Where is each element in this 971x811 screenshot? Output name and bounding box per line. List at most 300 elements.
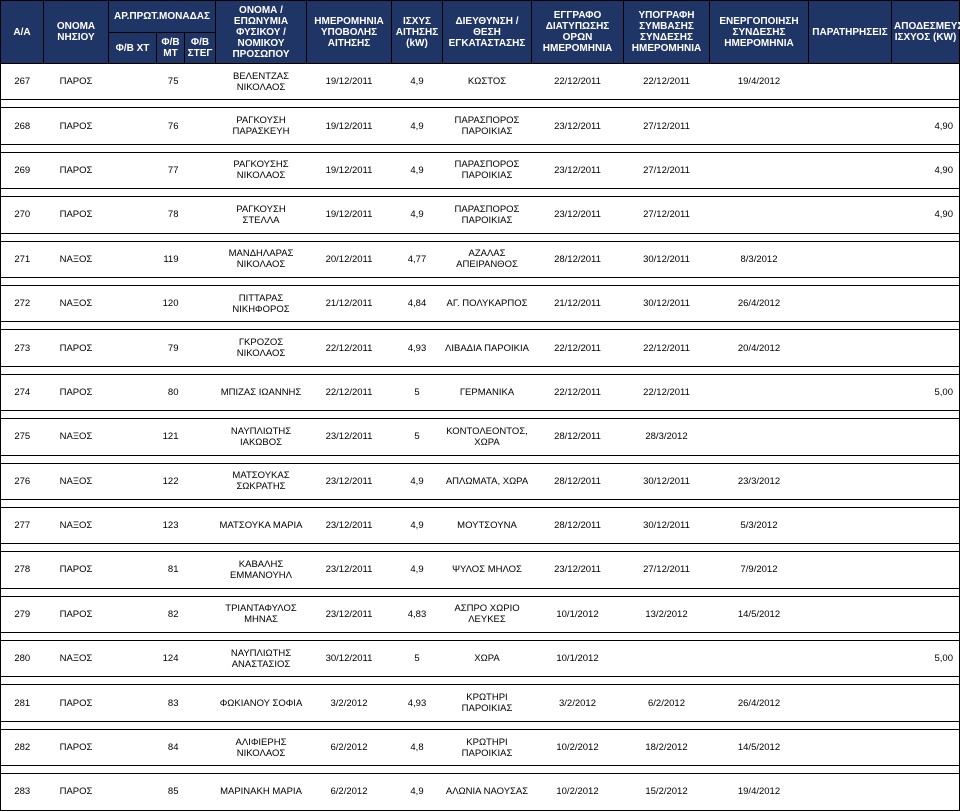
cell-owner: ΓΚΡΟΖΟΣ ΝΙΚΟΛΑΟΣ xyxy=(216,330,307,366)
cell-address: ΑΣΠΡΟ ΧΩΡΙΟ ΛΕΥΚΕΣ xyxy=(443,596,532,632)
table-row xyxy=(1,330,960,366)
cell-fb-mt: 120 xyxy=(157,285,185,321)
row-separator-cell xyxy=(1,233,960,241)
cell-sign-date: 22/12/2011 xyxy=(624,330,710,366)
cell-released-power: 4,90 xyxy=(892,152,960,188)
cell-fb-xt xyxy=(109,152,157,188)
cell-power: 5 xyxy=(392,419,443,455)
cell-fb-mt: 79 xyxy=(157,330,185,366)
cell-owner: ΡΑΓΚΟΥΣΗΣ ΝΙΚΟΛΑΟΣ xyxy=(216,152,307,188)
cell-address: ΚΡΩΤΗΡΙ ΠΑΡΟΙΚΙΑΣ xyxy=(443,685,532,721)
cell-activation-date xyxy=(710,374,809,410)
row-separator-cell xyxy=(1,633,960,641)
cell-island: ΝΑΞΟΣ xyxy=(44,507,109,543)
row-separator xyxy=(1,588,960,596)
cell-notes xyxy=(809,241,892,277)
cell-sign-date: 27/12/2011 xyxy=(624,108,710,144)
cell-fb-steg xyxy=(185,641,216,677)
row-separator-cell xyxy=(1,588,960,596)
table-row xyxy=(1,641,960,677)
table-row xyxy=(1,507,960,543)
cell-owner: ΡΑΓΚΟΥΣΗ ΣΤΕΛΛΑ xyxy=(216,197,307,233)
row-separator-cell xyxy=(1,455,960,463)
col-island: ΟΝΟΜΑ ΝΗΣΙΟΥ xyxy=(44,1,109,64)
row-separator xyxy=(1,233,960,241)
col-activation-date: ΕΝΕΡΓΟΠΟΙΗΣΗ ΣΥΝΔΕΣΗΣ ΗΜΕΡΟΜΗΝΙΑ xyxy=(710,1,809,64)
cell-terms-date: 23/12/2011 xyxy=(532,152,624,188)
cell-terms-date: 10/1/2012 xyxy=(532,641,624,677)
cell-owner: ΜΑΡΙΝΑΚΗ ΜΑΡΙΑ xyxy=(216,774,307,810)
cell-released-power xyxy=(892,507,960,543)
cell-owner: ΚΑΒΑΛΗΣ ΕΜΜΑΝΟΥΗΛ xyxy=(216,552,307,588)
cell-terms-date: 28/12/2011 xyxy=(532,463,624,499)
cell-address: ΚΩΣΤΟΣ xyxy=(443,64,532,100)
cell-fb-mt: 76 xyxy=(157,108,185,144)
cell-fb-steg xyxy=(185,108,216,144)
cell-released-power xyxy=(892,419,960,455)
cell-fb-steg xyxy=(185,64,216,100)
cell-aa: 274 xyxy=(1,374,44,410)
cell-fb-mt: 83 xyxy=(157,685,185,721)
cell-sign-date: 27/12/2011 xyxy=(624,197,710,233)
cell-activation-date: 26/4/2012 xyxy=(710,685,809,721)
cell-notes xyxy=(809,64,892,100)
row-separator xyxy=(1,366,960,374)
cell-aa: 282 xyxy=(1,729,44,765)
cell-island: ΝΑΞΟΣ xyxy=(44,419,109,455)
cell-submit-date: 21/12/2011 xyxy=(307,285,392,321)
col-power: ΙΣΧΥΣ ΑΙΤΗΣΗΣ (kW) xyxy=(392,1,443,64)
cell-terms-date: 10/1/2012 xyxy=(532,596,624,632)
cell-submit-date: 6/2/2012 xyxy=(307,774,392,810)
table-row xyxy=(1,108,960,144)
col-sign-date: ΥΠΟΓΡΑΦΗ ΣΥΜΒΑΣΗΣ ΣΥΝΔΕΣΗΣ ΗΜΕΡΟΜΗΝΙΑ xyxy=(624,1,710,64)
row-separator-cell xyxy=(1,766,960,774)
cell-island: ΠΑΡΟΣ xyxy=(44,774,109,810)
cell-notes xyxy=(809,330,892,366)
cell-fb-mt: 85 xyxy=(157,774,185,810)
cell-released-power xyxy=(892,729,960,765)
cell-fb-mt: 124 xyxy=(157,641,185,677)
cell-sign-date: 28/3/2012 xyxy=(624,419,710,455)
cell-activation-date: 5/3/2012 xyxy=(710,507,809,543)
cell-power: 4,9 xyxy=(392,552,443,588)
cell-sign-date: 27/12/2011 xyxy=(624,552,710,588)
col-terms-date: ΕΓΓΡΑΦΟ ΔΙΑΤΥΠΩΣΗΣ ΟΡΩΝ ΗΜΕΡΟΜΗΝΙΑ xyxy=(532,1,624,64)
cell-fb-xt xyxy=(109,108,157,144)
cell-fb-steg xyxy=(185,596,216,632)
cell-address: ΑΛΩΝΙΑ ΝΑΟΥΣΑΣ xyxy=(443,774,532,810)
table-row xyxy=(1,152,960,188)
cell-submit-date: 23/12/2011 xyxy=(307,507,392,543)
row-separator xyxy=(1,277,960,285)
col-fb-steg: Φ/Β ΣΤΕΓ xyxy=(185,33,216,64)
cell-island: ΝΑΞΟΣ xyxy=(44,641,109,677)
cell-notes xyxy=(809,507,892,543)
cell-sign-date: 15/2/2012 xyxy=(624,774,710,810)
row-separator-cell xyxy=(1,366,960,374)
cell-aa: 279 xyxy=(1,596,44,632)
cell-address: ΚΡΩΤΗΡΙ ΠΑΡΟΙΚΙΑΣ xyxy=(443,729,532,765)
cell-activation-date: 19/4/2012 xyxy=(710,64,809,100)
table-row xyxy=(1,285,960,321)
cell-submit-date: 23/12/2011 xyxy=(307,552,392,588)
cell-owner: ΡΑΓΚΟΥΣΗ ΠΑΡΑΣΚΕΥΗ xyxy=(216,108,307,144)
cell-fb-steg xyxy=(185,507,216,543)
cell-address: ΠΑΡΑΣΠΟΡΟΣ ΠΑΡΟΙΚΙΑΣ xyxy=(443,197,532,233)
cell-released-power: 5,00 xyxy=(892,374,960,410)
cell-released-power xyxy=(892,774,960,810)
cell-power: 4,77 xyxy=(392,241,443,277)
cell-address: ΧΩΡΑ xyxy=(443,641,532,677)
cell-released-power xyxy=(892,330,960,366)
cell-power: 4,9 xyxy=(392,64,443,100)
row-separator xyxy=(1,189,960,197)
cell-fb-xt xyxy=(109,285,157,321)
cell-fb-xt xyxy=(109,64,157,100)
cell-island: ΠΑΡΟΣ xyxy=(44,552,109,588)
cell-power: 5 xyxy=(392,641,443,677)
cell-island: ΠΑΡΟΣ xyxy=(44,197,109,233)
cell-activation-date: 14/5/2012 xyxy=(710,596,809,632)
row-separator xyxy=(1,633,960,641)
cell-address: ΠΑΡΑΣΠΟΡΟΣ ΠΑΡΟΙΚΙΑΣ xyxy=(443,152,532,188)
cell-sign-date: 22/12/2011 xyxy=(624,374,710,410)
cell-submit-date: 19/12/2011 xyxy=(307,64,392,100)
cell-submit-date: 19/12/2011 xyxy=(307,108,392,144)
cell-address: ΚΟΝΤΟΛΕΟΝΤΟΣ, ΧΩΡΑ xyxy=(443,419,532,455)
col-released-power: ΑΠΟΔΕΣΜΕΥΣΗ ΙΣΧΥΟΣ (KW) xyxy=(892,1,960,64)
cell-fb-steg xyxy=(185,197,216,233)
cell-aa: 269 xyxy=(1,152,44,188)
table-row xyxy=(1,419,960,455)
table-row xyxy=(1,241,960,277)
cell-owner: ΤΡΙΑΝΤΑΦΥΛΟΣ ΜΗΝΑΣ xyxy=(216,596,307,632)
cell-submit-date: 23/12/2011 xyxy=(307,596,392,632)
table-row xyxy=(1,729,960,765)
cell-address: ΑΓ. ΠΟΛΥΚΑΡΠΟΣ xyxy=(443,285,532,321)
cell-sign-date: 22/12/2011 xyxy=(624,64,710,100)
cell-terms-date: 23/12/2011 xyxy=(532,197,624,233)
cell-island: ΠΑΡΟΣ xyxy=(44,64,109,100)
table-body xyxy=(1,64,960,811)
cell-fb-xt xyxy=(109,374,157,410)
cell-fb-xt xyxy=(109,596,157,632)
cell-released-power xyxy=(892,241,960,277)
cell-power: 4,9 xyxy=(392,507,443,543)
cell-activation-date xyxy=(710,152,809,188)
cell-fb-xt xyxy=(109,507,157,543)
cell-terms-date: 22/12/2011 xyxy=(532,64,624,100)
cell-released-power: 4,90 xyxy=(892,108,960,144)
cell-owner: ΝΑΥΠΛΙΩΤΗΣ ΑΝΑΣΤΑΣΙΟΣ xyxy=(216,641,307,677)
cell-fb-steg xyxy=(185,330,216,366)
cell-submit-date: 23/12/2011 xyxy=(307,419,392,455)
cell-activation-date xyxy=(710,197,809,233)
cell-fb-xt xyxy=(109,685,157,721)
cell-address: ΜΟΥΤΣΟΥΝΑ xyxy=(443,507,532,543)
cell-aa: 270 xyxy=(1,197,44,233)
row-separator-cell xyxy=(1,277,960,285)
cell-activation-date: 8/3/2012 xyxy=(710,241,809,277)
cell-fb-xt xyxy=(109,774,157,810)
cell-activation-date xyxy=(710,108,809,144)
cell-activation-date xyxy=(710,419,809,455)
row-separator xyxy=(1,455,960,463)
cell-fb-steg xyxy=(185,729,216,765)
cell-island: ΝΑΞΟΣ xyxy=(44,241,109,277)
cell-notes xyxy=(809,774,892,810)
cell-fb-mt: 123 xyxy=(157,507,185,543)
cell-sign-date: 30/12/2011 xyxy=(624,507,710,543)
cell-fb-mt: 82 xyxy=(157,596,185,632)
cell-power: 4,84 xyxy=(392,285,443,321)
row-separator-cell xyxy=(1,721,960,729)
cell-address: ΑΖΑΛΑΣ ΑΠΕΙΡΑΝΘΟΣ xyxy=(443,241,532,277)
cell-notes xyxy=(809,596,892,632)
cell-terms-date: 23/12/2011 xyxy=(532,108,624,144)
col-submit-date: ΗΜΕΡΟΜΗΝΙΑ ΥΠΟΒΟΛΗΣ ΑΙΤΗΣΗΣ xyxy=(307,1,392,64)
row-separator-cell xyxy=(1,100,960,108)
col-fb-xt: Φ/Β ΧΤ xyxy=(109,33,157,64)
cell-island: ΠΑΡΟΣ xyxy=(44,729,109,765)
row-separator xyxy=(1,721,960,729)
cell-submit-date: 3/2/2012 xyxy=(307,685,392,721)
cell-aa: 280 xyxy=(1,641,44,677)
cell-terms-date: 3/2/2012 xyxy=(532,685,624,721)
cell-released-power xyxy=(892,463,960,499)
cell-activation-date: 20/4/2012 xyxy=(710,330,809,366)
cell-power: 4,93 xyxy=(392,330,443,366)
cell-fb-mt: 122 xyxy=(157,463,185,499)
cell-notes xyxy=(809,197,892,233)
table-header xyxy=(1,1,971,64)
cell-aa: 278 xyxy=(1,552,44,588)
row-separator-cell xyxy=(1,677,960,685)
cell-submit-date: 22/12/2011 xyxy=(307,330,392,366)
row-separator xyxy=(1,499,960,507)
col-owner: ΟΝΟΜΑ / ΕΠΩΝΥΜΙΑ ΦΥΣΙΚΟΥ / ΝΟΜΙΚΟΥ ΠΡΟΣΩΠΟΥ xyxy=(216,1,307,64)
cell-fb-xt xyxy=(109,552,157,588)
cell-submit-date: 20/12/2011 xyxy=(307,241,392,277)
cell-activation-date: 19/4/2012 xyxy=(710,774,809,810)
table-row xyxy=(1,596,960,632)
cell-submit-date: 30/12/2011 xyxy=(307,641,392,677)
cell-notes xyxy=(809,108,892,144)
cell-address: ΓΕΡΜΑΝΙΚΑ xyxy=(443,374,532,410)
cell-submit-date: 22/12/2011 xyxy=(307,374,392,410)
cell-fb-steg xyxy=(185,685,216,721)
table-row xyxy=(1,552,960,588)
cell-island: ΠΑΡΟΣ xyxy=(44,108,109,144)
cell-owner: ΠΙΤΤΑΡΑΣ ΝΙΚΗΦΟΡΟΣ xyxy=(216,285,307,321)
cell-address: ΨΥΛΟΣ ΜΗΛΟΣ xyxy=(443,552,532,588)
cell-fb-mt: 78 xyxy=(157,197,185,233)
cell-fb-steg xyxy=(185,774,216,810)
cell-notes xyxy=(809,552,892,588)
cell-fb-steg xyxy=(185,463,216,499)
cell-released-power: 5,00 xyxy=(892,641,960,677)
cell-terms-date: 10/2/2012 xyxy=(532,774,624,810)
cell-terms-date: 28/12/2011 xyxy=(532,241,624,277)
cell-released-power xyxy=(892,596,960,632)
col-aa: Α/Α xyxy=(1,1,44,64)
cell-aa: 281 xyxy=(1,685,44,721)
row-separator xyxy=(1,322,960,330)
cell-fb-xt xyxy=(109,197,157,233)
cell-power: 5 xyxy=(392,374,443,410)
cell-power: 4,93 xyxy=(392,685,443,721)
cell-island: ΝΑΞΟΣ xyxy=(44,463,109,499)
row-separator-cell xyxy=(1,499,960,507)
cell-fb-xt xyxy=(109,729,157,765)
col-fb-mt: Φ/Β ΜΤ xyxy=(157,33,185,64)
cell-released-power xyxy=(892,685,960,721)
cell-fb-mt: 119 xyxy=(157,241,185,277)
cell-owner: ΑΛΙΦΙΕΡΗΣ ΝΙΚΟΛΑΟΣ xyxy=(216,729,307,765)
cell-fb-mt: 81 xyxy=(157,552,185,588)
cell-aa: 277 xyxy=(1,507,44,543)
row-separator xyxy=(1,544,960,552)
cell-fb-xt xyxy=(109,463,157,499)
cell-terms-date: 23/12/2011 xyxy=(532,552,624,588)
cell-activation-date: 7/9/2012 xyxy=(710,552,809,588)
cell-sign-date: 30/12/2011 xyxy=(624,285,710,321)
cell-sign-date: 18/2/2012 xyxy=(624,729,710,765)
cell-address: ΑΠΛΩΜΑΤΑ, ΧΩΡΑ xyxy=(443,463,532,499)
cell-notes xyxy=(809,374,892,410)
row-separator xyxy=(1,677,960,685)
cell-power: 4,8 xyxy=(392,729,443,765)
cell-island: ΠΑΡΟΣ xyxy=(44,685,109,721)
cell-fb-xt xyxy=(109,641,157,677)
row-separator-cell xyxy=(1,411,960,419)
row-separator-cell xyxy=(1,144,960,152)
col-notes: ΠΑΡΑΤΗΡΗΣΕΙΣ xyxy=(809,1,892,64)
col-address: ΔΙΕΥΘΥΝΣΗ / ΘΕΣΗ ΕΓΚΑΤΑΣΤΑΣΗΣ xyxy=(443,1,532,64)
cell-notes xyxy=(809,729,892,765)
cell-terms-date: 22/12/2011 xyxy=(532,374,624,410)
cell-aa: 272 xyxy=(1,285,44,321)
table-row xyxy=(1,774,960,810)
cell-terms-date: 22/12/2011 xyxy=(532,330,624,366)
cell-activation-date xyxy=(710,641,809,677)
row-separator xyxy=(1,411,960,419)
cell-island: ΠΑΡΟΣ xyxy=(44,152,109,188)
cell-released-power xyxy=(892,285,960,321)
cell-sign-date: 30/12/2011 xyxy=(624,241,710,277)
cell-terms-date: 28/12/2011 xyxy=(532,507,624,543)
cell-fb-xt xyxy=(109,330,157,366)
cell-owner: ΝΑΥΠΛΙΩΤΗΣ ΙΑΚΩΒΟΣ xyxy=(216,419,307,455)
cell-address: ΠΑΡΑΣΠΟΡΟΣ ΠΑΡΟΙΚΙΑΣ xyxy=(443,108,532,144)
cell-power: 4,9 xyxy=(392,463,443,499)
cell-owner: ΦΩΚΙΑΝΟΥ ΣΟΦΙΑ xyxy=(216,685,307,721)
cell-submit-date: 19/12/2011 xyxy=(307,152,392,188)
cell-submit-date: 6/2/2012 xyxy=(307,729,392,765)
cell-power: 4,9 xyxy=(392,108,443,144)
row-separator-cell xyxy=(1,544,960,552)
row-separator xyxy=(1,144,960,152)
row-separator-cell xyxy=(1,189,960,197)
cell-sign-date: 30/12/2011 xyxy=(624,463,710,499)
cell-released-power: 4,90 xyxy=(892,197,960,233)
table-row xyxy=(1,197,960,233)
cell-fb-mt: 75 xyxy=(157,64,185,100)
cell-fb-steg xyxy=(185,374,216,410)
cell-aa: 275 xyxy=(1,419,44,455)
cell-submit-date: 19/12/2011 xyxy=(307,197,392,233)
cell-address: ΛΙΒΑΔΙΑ ΠΑΡΟΙΚΙΑ xyxy=(443,330,532,366)
cell-activation-date: 26/4/2012 xyxy=(710,285,809,321)
cell-fb-mt: 84 xyxy=(157,729,185,765)
cell-notes xyxy=(809,152,892,188)
cell-terms-date: 21/12/2011 xyxy=(532,285,624,321)
row-separator xyxy=(1,766,960,774)
cell-owner: ΒΕΛΕΝΤΖΑΣ ΝΙΚΟΛΑΟΣ xyxy=(216,64,307,100)
cell-released-power xyxy=(892,64,960,100)
cell-terms-date: 28/12/2011 xyxy=(532,419,624,455)
cell-activation-date: 14/5/2012 xyxy=(710,729,809,765)
cell-notes xyxy=(809,641,892,677)
cell-fb-steg xyxy=(185,241,216,277)
col-protocol-group: ΑΡ.ΠΡΩΤ.ΜΟΝΑΔΑΣ xyxy=(109,1,216,33)
table-row xyxy=(1,374,960,410)
cell-owner: ΜΠΙΖΑΣ ΙΩΑΝΝΗΣ xyxy=(216,374,307,410)
cell-aa: 268 xyxy=(1,108,44,144)
row-separator xyxy=(1,100,960,108)
cell-fb-mt: 80 xyxy=(157,374,185,410)
cell-sign-date xyxy=(624,641,710,677)
cell-aa: 273 xyxy=(1,330,44,366)
cell-fb-steg xyxy=(185,152,216,188)
cell-island: ΝΑΞΟΣ xyxy=(44,285,109,321)
cell-fb-mt: 77 xyxy=(157,152,185,188)
cell-aa: 267 xyxy=(1,64,44,100)
cell-fb-steg xyxy=(185,419,216,455)
cell-aa: 283 xyxy=(1,774,44,810)
table-row xyxy=(1,685,960,721)
cell-power: 4,9 xyxy=(392,197,443,233)
cell-notes xyxy=(809,685,892,721)
cell-aa: 271 xyxy=(1,241,44,277)
cell-owner: ΜΑΤΣΟΥΚΑΣ ΣΩΚΡΑΤΗΣ xyxy=(216,463,307,499)
cell-island: ΠΑΡΟΣ xyxy=(44,596,109,632)
cell-submit-date: 23/12/2011 xyxy=(307,463,392,499)
cell-power: 4,9 xyxy=(392,152,443,188)
row-separator-cell xyxy=(1,322,960,330)
cell-released-power xyxy=(892,552,960,588)
cell-owner: ΜΑΤΣΟΥΚΑ ΜΑΡΙΑ xyxy=(216,507,307,543)
cell-sign-date: 13/2/2012 xyxy=(624,596,710,632)
cell-island: ΠΑΡΟΣ xyxy=(44,330,109,366)
table-row xyxy=(1,64,960,100)
cell-power: 4,83 xyxy=(392,596,443,632)
cell-notes xyxy=(809,419,892,455)
cell-notes xyxy=(809,463,892,499)
cell-fb-steg xyxy=(185,285,216,321)
cell-aa: 276 xyxy=(1,463,44,499)
cell-island: ΠΑΡΟΣ xyxy=(44,374,109,410)
cell-terms-date: 10/2/2012 xyxy=(532,729,624,765)
cell-fb-xt xyxy=(109,241,157,277)
cell-notes xyxy=(809,285,892,321)
cell-sign-date: 6/2/2012 xyxy=(624,685,710,721)
cell-power: 4,9 xyxy=(392,774,443,810)
cell-fb-xt xyxy=(109,419,157,455)
cell-activation-date: 23/3/2012 xyxy=(710,463,809,499)
cell-fb-steg xyxy=(185,552,216,588)
